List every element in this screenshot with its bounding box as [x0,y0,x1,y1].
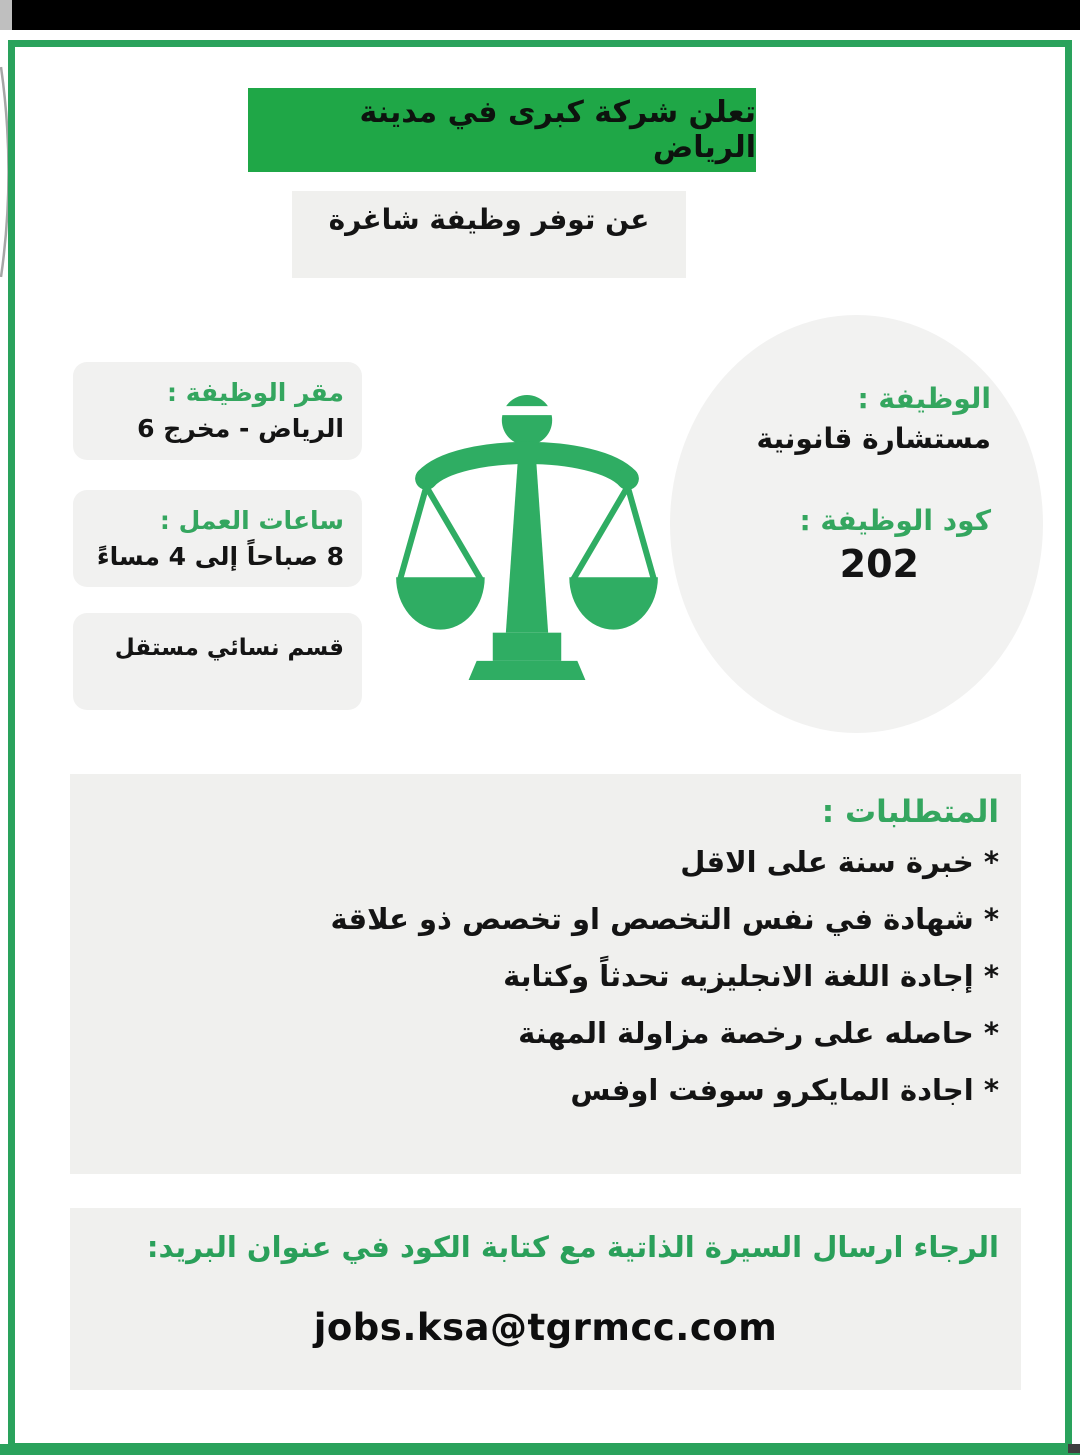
requirement-item: * حاصله على رخصة مزاولة المهنة [518,1016,999,1050]
job-location-box [73,362,362,460]
vacancy-subtitle-box [292,191,686,278]
job-code-label: كود الوظيفة : [799,504,991,537]
cv-instruction-text: الرجاء ارسال السيرة الذاتية مع كتابة الكود في عنوان البريد: [146,1230,999,1264]
job-info-circle [670,315,1043,733]
left-gray-strip [0,0,12,30]
requirement-item: * إجادة اللغة الانجليزيه تحدثاً وكتابة [503,959,999,993]
bottom-green-bar [0,1444,1080,1455]
requirement-item: * خبرة سنة على الاقل [680,845,999,879]
working-hours-value: 8 صباحاً إلى 4 مساءً [96,542,344,571]
requirement-item: * اجادة المايكرو سوفت اوفس [570,1073,999,1107]
circle-spacer [700,459,991,501]
job-title-value: مستشارة قانونية [756,422,991,455]
scales-of-justice-icon [396,388,658,680]
vacancy-subtitle-text: عن توفر وظيفة شاغرة [328,203,650,236]
contact-email: jobs.ksa@tgrmcc.com [313,1306,778,1349]
window-top-black-bar [12,0,1080,30]
department-note-box [73,613,362,710]
job-location-value: الرياض - مخرج 6 [137,414,344,443]
announcement-banner [248,88,756,172]
announcement-banner-text: تعلن شركة كبرى في مدينة الرياض [359,95,756,165]
job-code-value: 202 [839,542,919,586]
requirements-box [70,774,1021,1174]
requirements-heading: المتطلبات : [821,794,999,830]
job-location-label: مقر الوظيفة : [167,378,344,407]
bottom-right-corner-artifact [1068,1444,1080,1453]
requirement-item: * شهادة في نفس التخصص او تخصص ذو علاقة [330,902,999,936]
contact-box [70,1208,1021,1390]
department-note-text: قسم نسائي مستقل [114,635,344,661]
working-hours-box [73,490,362,587]
job-title-label: الوظيفة : [857,382,991,415]
working-hours-label: ساعات العمل : [159,506,344,535]
